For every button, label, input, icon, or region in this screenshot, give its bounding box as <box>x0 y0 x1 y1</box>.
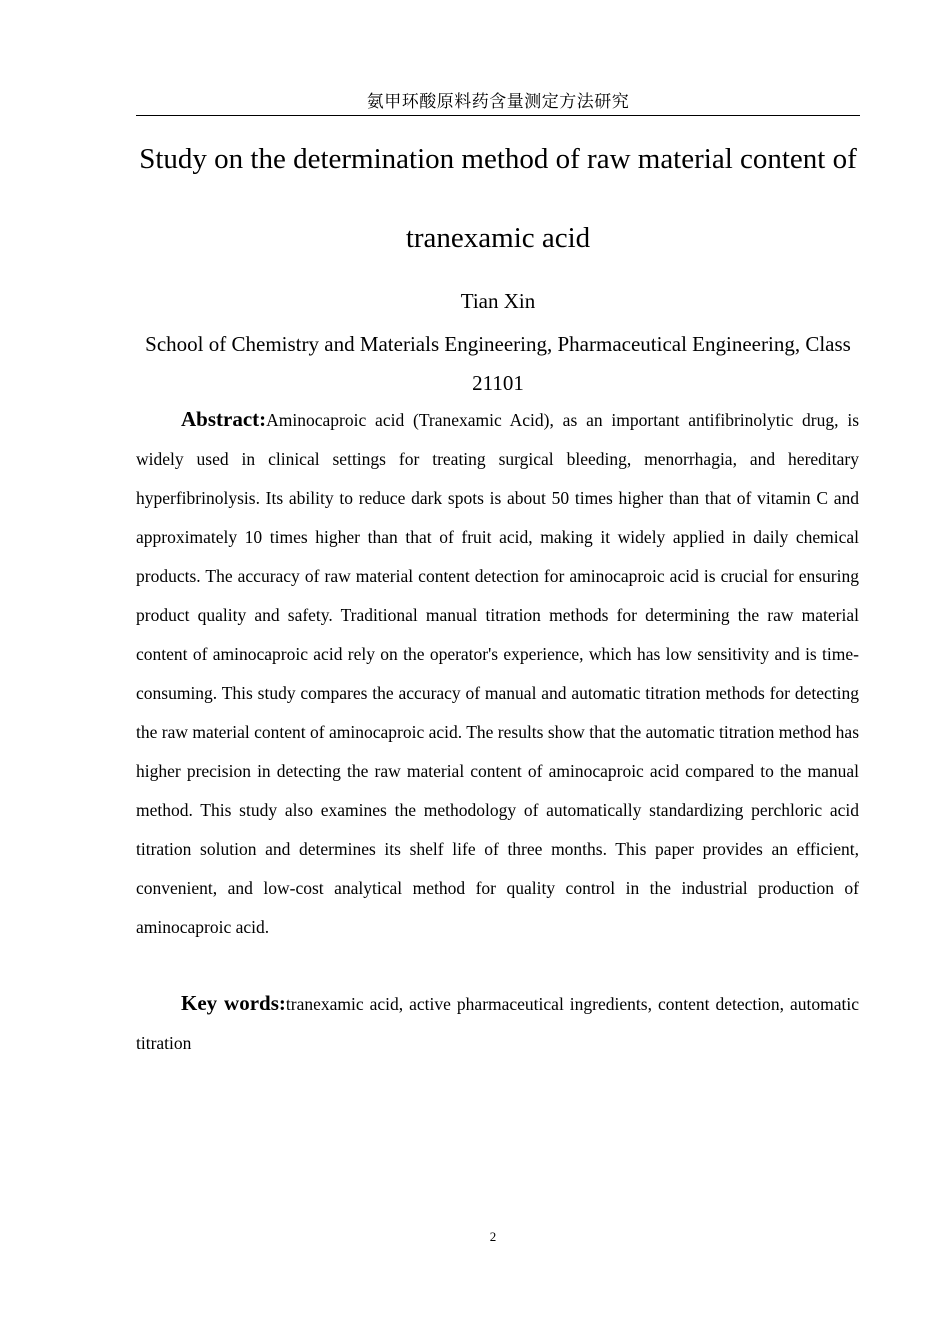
running-header: 氨甲环酸原料药含量测定方法研究 <box>136 90 860 116</box>
abstract-text: Aminocaproic acid (Tranexamic Acid), as an important antifibrinolytic drug, is widely used in clinical settings for treating surgical bleeding, menorrhagia, and hereditary hyperfibrinolysis. Its ability to reduce dark spots is about 50 times higher than that of vitamin C and approximately 10 times higher than that of fruit acid, making it widely applied in daily chemical products. The accuracy of raw material content detection for aminocaproic acid is crucial for ensuring product quality and safety. Traditional manual titration methods for determining the raw material content of aminocaproic acid rely on the operator's experience, which has low sensitivity and is time-consuming. This study compares the accuracy of manual and automatic titration methods for detecting the raw material content of aminocaproic acid. The results show that the automatic titration method has higher precision in detecting the raw material content of aminocaproic acid compared to the manual method. This study also examines the methodology of automatically standardizing perchloric acid titration solution and determines its shelf life of three months. This paper provides an efficient, convenient, and low-cost analytical method for quality control in the industrial production of aminocaproic acid. <box>136 410 859 937</box>
abstract-label: Abstract: <box>181 407 267 431</box>
author-name: Tian Xin <box>460 289 536 313</box>
paper-title: Study on the determination method of raw material content of tranexamic acid <box>139 143 857 254</box>
page-number: 2 <box>489 1229 497 1244</box>
keywords-text: tranexamic acid, active pharmaceutical ingredients, content detection, automatic titration <box>136 994 859 1053</box>
author-affiliation: School of Chemistry and Materials Engineering, Pharmaceutical Engineering, Class 21101 <box>145 332 851 395</box>
keywords-label: Key words: <box>181 991 286 1015</box>
keywords-paragraph <box>136 984 859 1063</box>
abstract-paragraph <box>136 400 859 947</box>
